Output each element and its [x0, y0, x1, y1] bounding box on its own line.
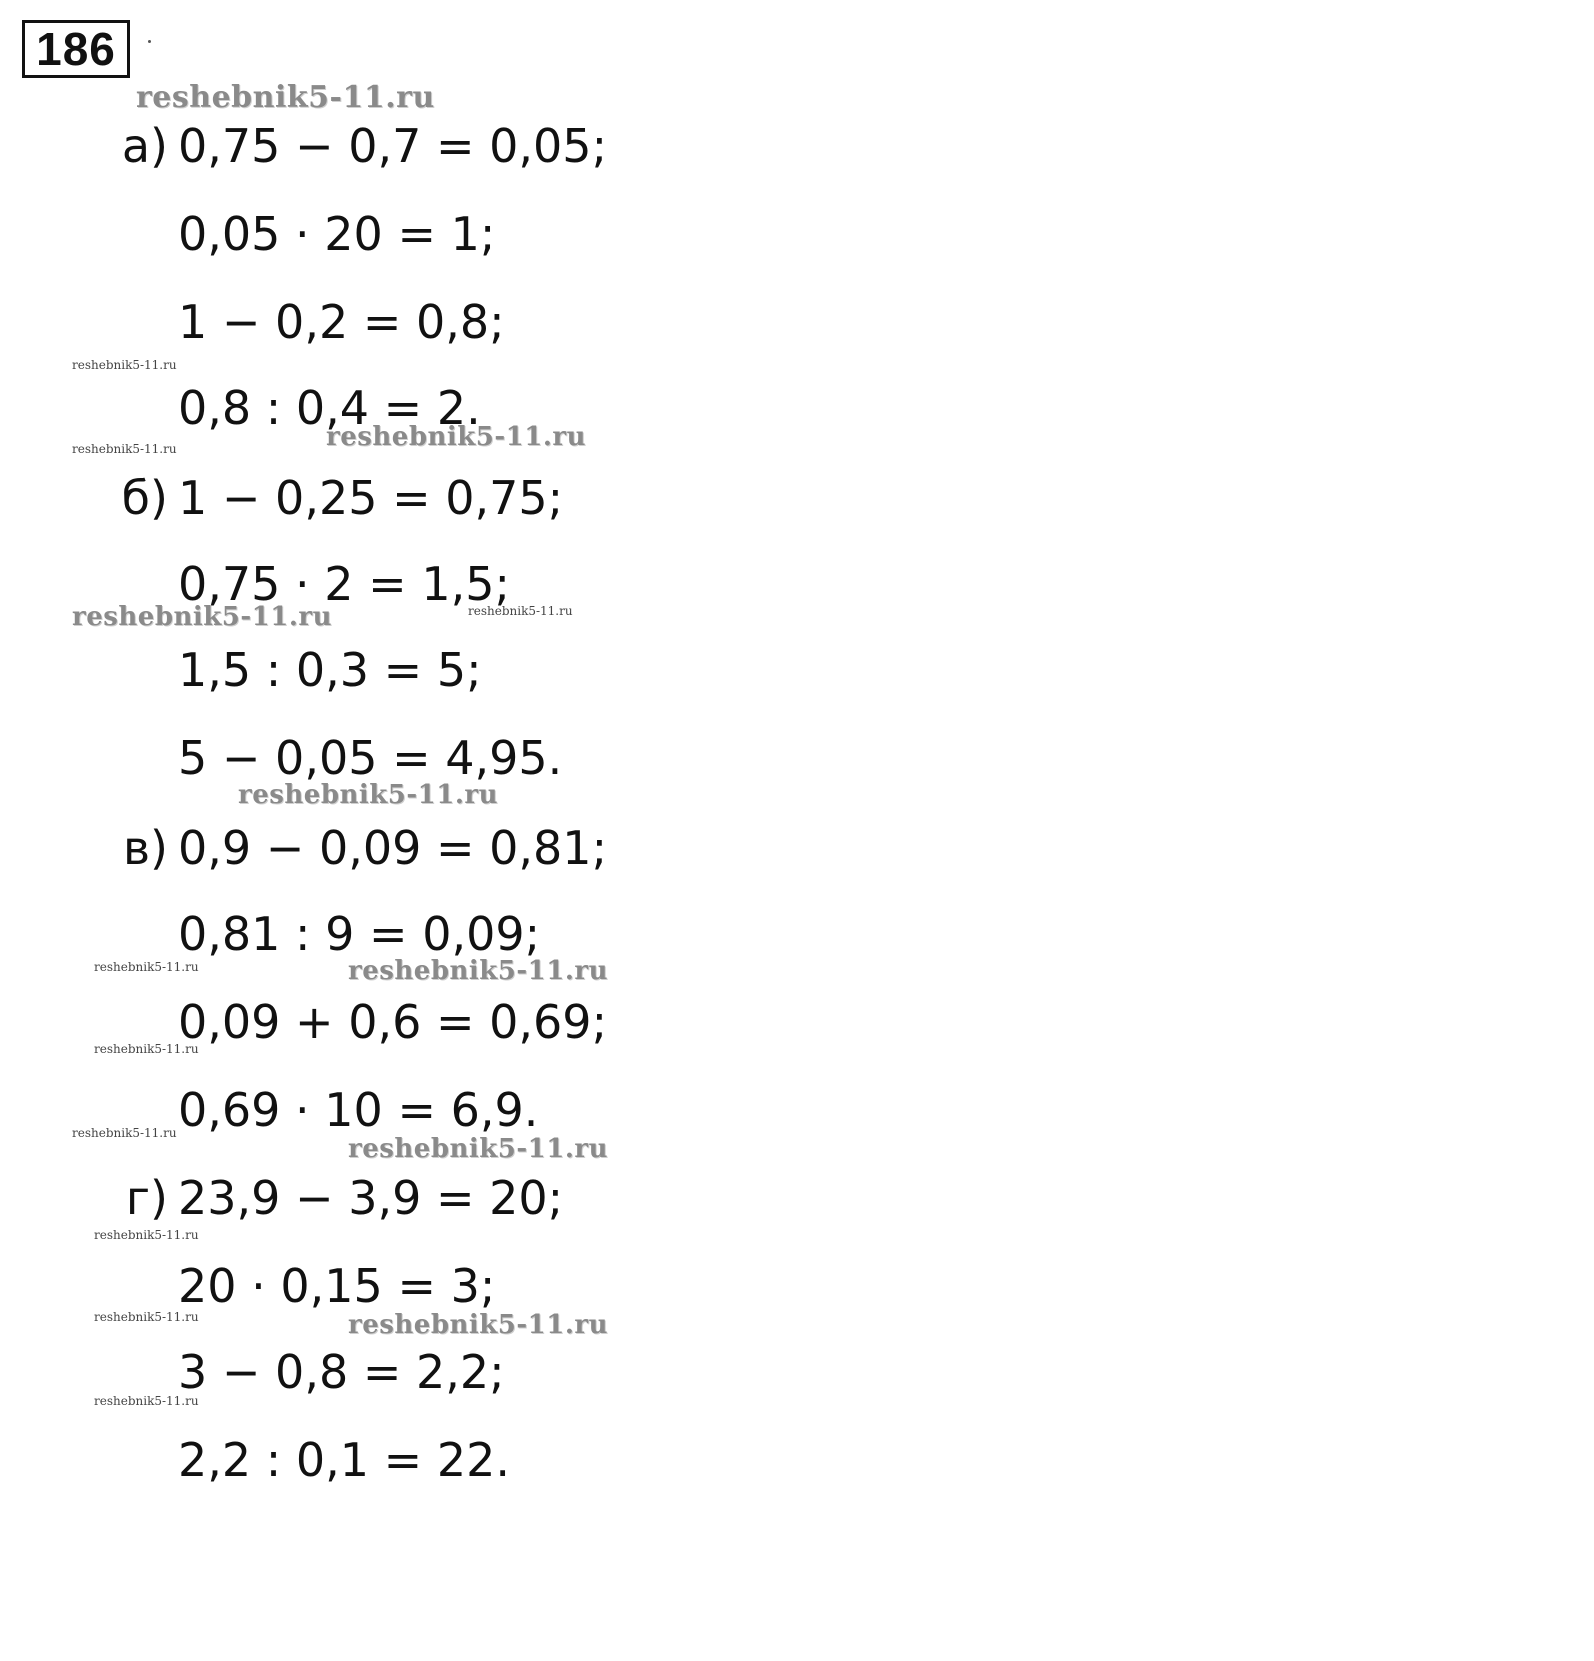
- equation: 1 − 0,2 = 0,8;: [178, 295, 505, 349]
- equation: 0,09 + 0,6 = 0,69;: [178, 995, 608, 1049]
- equation: 20 · 0,15 = 3;: [178, 1259, 496, 1313]
- watermark-small: reshebnik5-11.ru: [468, 604, 573, 618]
- watermark: reshebnik5-11.ru: [348, 1310, 609, 1340]
- watermark: reshebnik5-11.ru: [136, 80, 435, 115]
- equation: 0,9 − 0,09 = 0,81;: [178, 821, 608, 875]
- part-label: а): [121, 119, 168, 173]
- equation: 23,9 − 3,9 = 20;: [178, 1171, 564, 1225]
- solution-line: [104, 470, 563, 526]
- watermark: reshebnik5-11.ru: [348, 956, 609, 986]
- solution-line: [104, 1170, 563, 1226]
- equation: 5 − 0,05 = 4,95.: [178, 731, 563, 785]
- equation: 3 − 0,8 = 2,2;: [178, 1345, 505, 1399]
- equation: 0,81 : 9 = 0,09;: [178, 907, 541, 961]
- watermark-small: reshebnik5-11.ru: [94, 1042, 199, 1056]
- part-label: г): [125, 1171, 168, 1225]
- dot-mark: [148, 40, 151, 43]
- equation: 0,8 : 0,4 = 2.: [178, 381, 481, 435]
- watermark: reshebnik5-11.ru: [326, 422, 587, 452]
- solution-line: [104, 820, 607, 876]
- equation: 0,69 · 10 = 6,9.: [178, 1083, 539, 1137]
- equation: 0,05 · 20 = 1;: [178, 207, 496, 261]
- equation: 2,2 : 0,1 = 22.: [178, 1433, 510, 1487]
- watermark-small: reshebnik5-11.ru: [72, 442, 177, 456]
- part-label: б): [121, 471, 168, 525]
- equation: 1,5 : 0,3 = 5;: [178, 643, 482, 697]
- part-label: в): [122, 821, 168, 875]
- solution-line: [104, 118, 607, 174]
- equation: 1 − 0,25 = 0,75;: [178, 471, 564, 525]
- watermark-small: reshebnik5-11.ru: [72, 358, 177, 372]
- watermark: reshebnik5-11.ru: [348, 1134, 609, 1164]
- watermark-small: reshebnik5-11.ru: [94, 960, 199, 974]
- equation: 0,75 − 0,7 = 0,05;: [178, 119, 608, 173]
- problem-number: 186: [22, 20, 130, 78]
- watermark-small: reshebnik5-11.ru: [72, 1126, 177, 1140]
- watermark-small: reshebnik5-11.ru: [94, 1394, 199, 1408]
- watermark: reshebnik5-11.ru: [72, 602, 333, 632]
- watermark-small: reshebnik5-11.ru: [94, 1228, 199, 1242]
- watermark-small: reshebnik5-11.ru: [94, 1310, 199, 1324]
- equation: 0,75 · 2 = 1,5;: [178, 557, 510, 611]
- watermark: reshebnik5-11.ru: [238, 780, 499, 810]
